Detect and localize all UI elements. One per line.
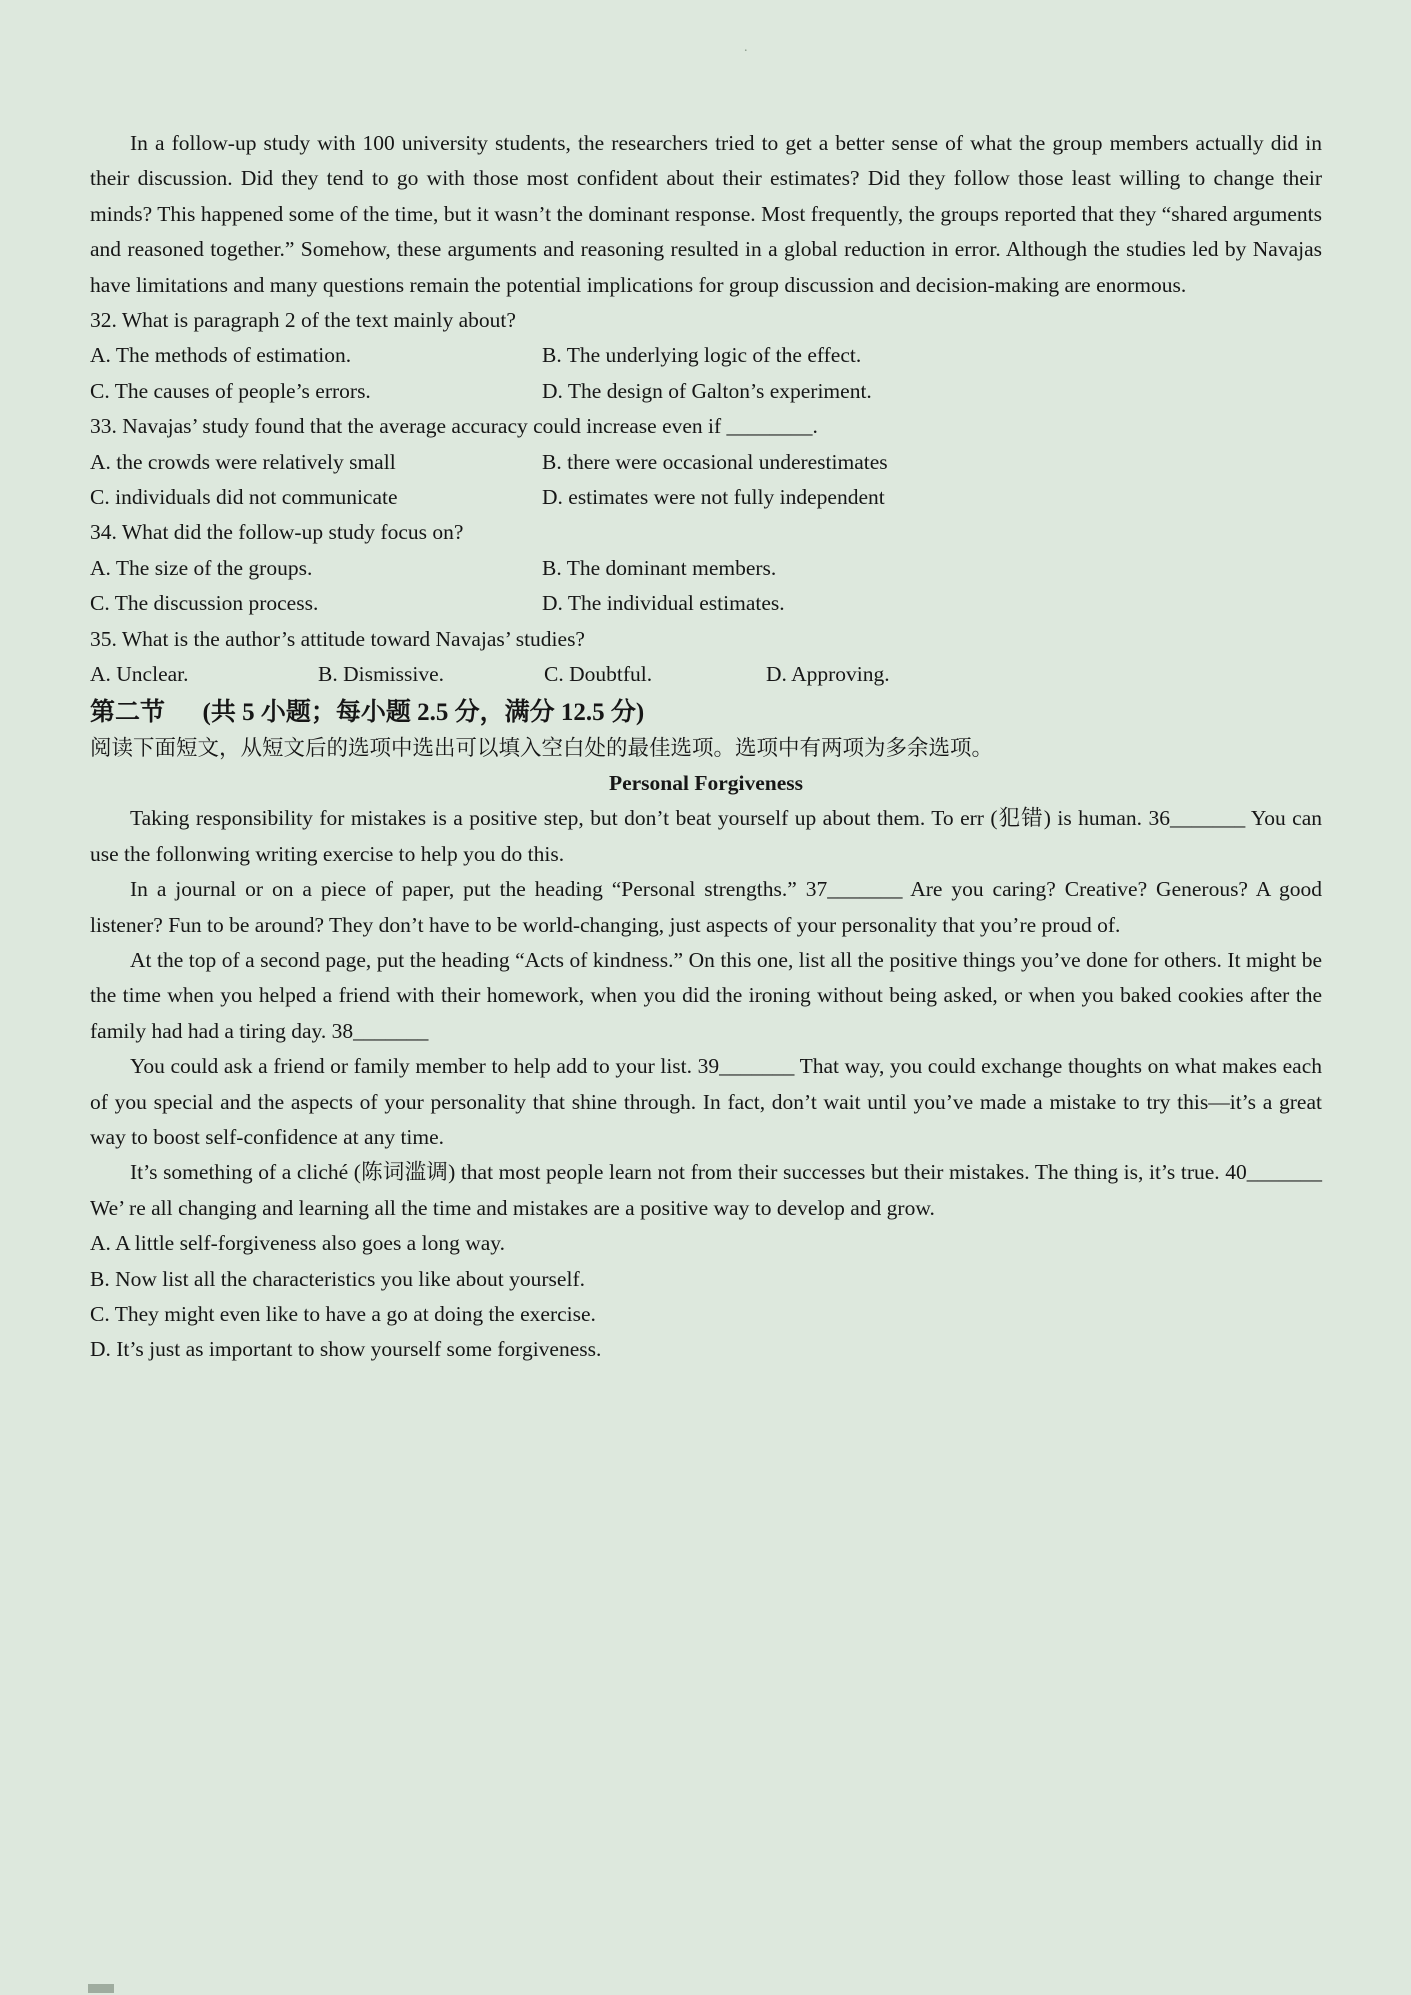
- cloze-paragraph-2: In a journal or on a piece of paper, put the heading “Personal strengths.” 37_______ Are you caring? Creative? Generous? A good listener? Fun to be around? They don’t have to be world-changing, just aspects of your personality that you’re proud of.: [90, 877, 1322, 937]
- reading-passage-paragraph: In a follow-up study with 100 university students, the researchers tried to get a better sense of what the group members actually did in their discussion. Did they tend to go with those most confident about their estimates? Did they follow those least willing to change their minds? This happened some of the time, but it wasn’t the dominant response. Most frequently, the groups reported that they “shared arguments and reasoned together.” Somehow, these arguments and reasoning resulted in a global reduction in error. Although the studies led by Navajas have limitations and many questions remain the potential implications for group discussion and decision-making are enormous.: [90, 131, 1322, 297]
- cloze-paragraph-1: Taking responsibility for mistakes is a positive step, but don’t beat yourself up about them. To err (犯错) is human. 36_______ You can use the follonwing writing exercise to help you do this.: [90, 806, 1322, 866]
- question-35-option-b: B. Dismissive.: [318, 662, 445, 687]
- cloze-paragraph-3: At the top of a second page, put the heading “Acts of kindness.” On this one, list all the positive things you’ve done for others. It might be the time when you helped a friend with their homework, when you did the ironing without being asked, or when you baked cookies after the family had had a tiring day. 38_______: [90, 947, 1322, 1043]
- question-34-options: [90, 551, 1322, 622]
- question-32-options: [90, 338, 1322, 409]
- question-32-option-b: B. The underlying logic of the effect.: [542, 343, 862, 368]
- question-35-option-c: C. Doubtful.: [544, 662, 653, 687]
- passage-title: Personal Forgiveness: [608, 770, 804, 795]
- question-32: [90, 303, 1322, 409]
- question-32-option-d: D. The design of Galton’s experiment.: [542, 378, 872, 403]
- question-33-option-a: A. the crowds were relatively small: [90, 449, 396, 474]
- question-33-option-d: D. estimates were not fully independent: [542, 485, 885, 510]
- question-33-option-b: B. there were occasional underestimates: [542, 449, 888, 474]
- question-34-option-a: A. The size of the groups.: [90, 555, 313, 580]
- cloze-paragraph-5: It’s something of a cliché (陈词滥调) that most people learn not from their successes but their mistakes. The thing is, it’s true. 40_______ We’ re all changing and learning all the time and mistakes are a positive way to develop and grow.: [90, 1160, 1322, 1220]
- section-two-heading: 第二节 (共 5 小题；每小题 2.5 分，满分 12.5 分): [90, 698, 645, 726]
- question-35-options: [90, 657, 1322, 692]
- cloze-paragraph-4: You could ask a friend or family member to help add to your list. 39_______ That way, you could exchange thoughts on what makes each of you special and the aspects of your personality that shine through. In fact, don’t wait until you’ve made a mistake to try this—it’s a great way to boost self-confidence at any time.: [90, 1054, 1322, 1149]
- question-34-option-c: C. The discussion process.: [90, 591, 319, 616]
- section-two-instruction: 阅读下面短文，从短文后的选项中选出可以填入空白处的最佳选项。选项中有两项为多余选项。: [90, 735, 994, 760]
- question-33-text: 33. Navajas’ study found that the average accuracy could increase even if ________.: [90, 414, 818, 439]
- scan-artifact-mark: [88, 1984, 114, 1993]
- question-32-option-a: A. The methods of estimation.: [90, 343, 352, 368]
- question-35-text: 35. What is the author’s attitude toward Navajas’ studies?: [90, 626, 585, 651]
- scan-artifact-dot: .: [744, 40, 748, 55]
- question-32-option-c: C. The causes of people’s errors.: [90, 378, 371, 403]
- question-35-option-a: A. Unclear.: [90, 662, 189, 687]
- question-34-text: 34. What did the follow-up study focus on?: [90, 520, 464, 545]
- question-35-option-d: D. Approving.: [766, 662, 890, 687]
- question-34-option-b: B. The dominant members.: [542, 555, 777, 580]
- question-32-text: 32. What is paragraph 2 of the text mainly about?: [90, 308, 516, 333]
- cloze-choice-d: D. It’s just as important to show yourself some forgiveness.: [90, 1337, 602, 1362]
- question-33-option-c: C. individuals did not communicate: [90, 485, 398, 510]
- question-34: [90, 515, 1322, 621]
- page-content: [90, 126, 1322, 1368]
- question-34-option-d: D. The individual estimates.: [542, 591, 785, 616]
- cloze-choice-c: C. They might even like to have a go at doing the exercise.: [90, 1302, 596, 1326]
- question-35: [90, 622, 1322, 693]
- question-33-options: [90, 445, 1322, 516]
- question-33: [90, 409, 1322, 515]
- cloze-choice-a: A. A little self-forgiveness also goes a long way.: [90, 1231, 505, 1256]
- cloze-choice-b: B. Now list all the characteristics you like about yourself.: [90, 1266, 585, 1291]
